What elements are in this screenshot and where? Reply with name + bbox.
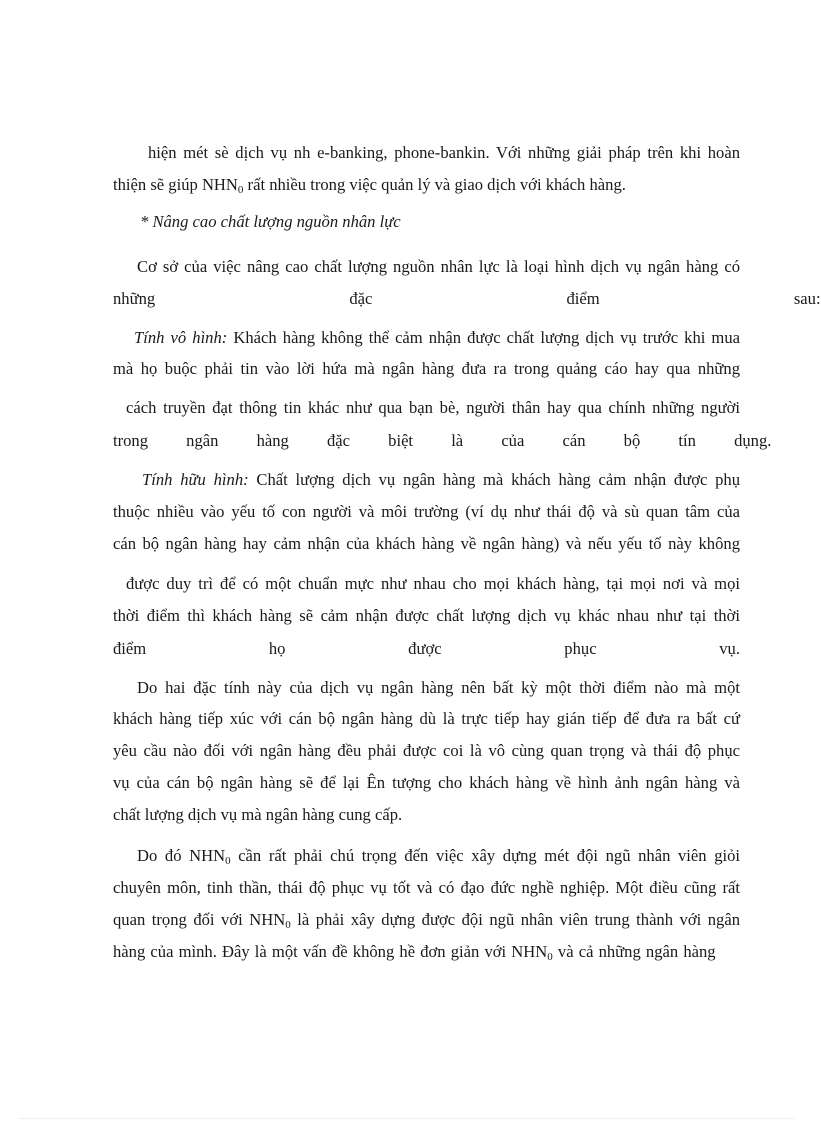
paragraph-2-line-2: những đặc điểm sau: [113, 289, 821, 308]
section-heading: * Nâng cao chất lượng nguồn nhân lực [140, 212, 401, 231]
subscript: 0 [225, 855, 231, 867]
text-run: thiện sẽ giúp NHN [113, 175, 238, 194]
tangibility-line-4: được duy trì để có một chuẩn mực như nhau cho mọi khách hàng, tại mọi nơi và mọi [126, 574, 740, 593]
paragraph-3-line-4: vụ của cán bộ ngân hàng sẽ để lại Ên tượng cho khách hàng về hình ảnh ngân hàng và [113, 773, 740, 792]
page-edge-rule [20, 1118, 796, 1119]
text-run: quan trọng đối với NHN [113, 910, 286, 929]
intangibility-line-1 [134, 328, 740, 348]
text-run: là phải xây dựng được đội ngũ nhân viên trung thành với ngân [290, 910, 741, 929]
tangibility-line-1 [142, 470, 740, 490]
paragraph-4-line-2: chuyên môn, tinh thần, thái độ phục vụ tốt và có đạo đức nghề nghiệp. Một điều cũng rất [113, 878, 740, 897]
paragraph-1-line-1: hiện mét sè dịch vụ nh e-banking, phone-bankin. Với những giải pháp trên khi hoàn [148, 143, 740, 162]
text-run: Do đó NHN [137, 846, 226, 865]
paragraph-2-line-1: Cơ sở của việc nâng cao chất lượng nguồn nhân lực là loại hình dịch vụ ngân hàng có [137, 257, 740, 276]
text-run: rất nhiều trong việc quản lý và giao dịch với khách hàng. [243, 175, 626, 194]
text-run: Chất lượng dịch vụ ngân hàng mà khách hàng cảm nhận được phụ [248, 470, 741, 489]
paragraph-3-line-1: Do hai đặc tính này của dịch vụ ngân hàng nên bất kỳ một thời điểm nào mà một [137, 678, 740, 697]
paragraph-1-line-2 [113, 175, 740, 195]
paragraph-3-line-3: yêu cầu nào đối với ngân hàng đều phải được coi là vô cùng quan trọng và thái độ phục [113, 741, 740, 760]
paragraph-4-line-4 [113, 942, 740, 962]
tangibility-line-6: điểm họ được phục vụ. [113, 639, 740, 658]
term-tangibility: Tính hữu hình: [142, 470, 249, 489]
intangibility-line-3: cách truyền đạt thông tin khác như qua bạn bè, người thân hay qua chính những người [126, 398, 740, 417]
text-run: Khách hàng không thể cảm nhận được chất lượng dịch vụ trước khi mua [227, 328, 741, 347]
text-run: cần rất phải chú trọng đến việc xây dựng mét đội ngũ nhân viên giỏi [230, 846, 741, 865]
text-run: hàng của mình. Đây là một vấn đề không hề đơn giản với NHN [113, 942, 548, 961]
tangibility-line-3: cán bộ ngân hàng hay cảm nhận của khách hàng về ngân hàng) và nếu yếu tố này không [113, 534, 740, 553]
paragraph-3-line-2: khách hàng tiếp xúc với cán bộ ngân hàng dù là trực tiếp hay gián tiếp để đưa ra bất cứ [113, 709, 740, 728]
paragraph-4-line-1 [137, 846, 740, 866]
intangibility-line-4: trong ngân hàng đặc biệt là của cán bộ tín dụng. [113, 431, 772, 450]
tangibility-line-5: thời điểm thì khách hàng sẽ cảm nhận được chất lượng dịch vụ khác nhau như tại thời [113, 606, 740, 625]
intangibility-line-2: mà họ buộc phải tin vào lời hứa mà ngân hàng đưa ra trong quảng cáo hay qua những [113, 359, 740, 378]
subscript: 0 [237, 184, 244, 196]
subscript: 0 [547, 951, 553, 963]
term-intangibility: Tính vô hình: [134, 328, 228, 347]
paragraph-4-line-3 [113, 910, 740, 930]
tangibility-line-2: thuộc nhiều vào yếu tố con người và môi trường (ví dụ như thái độ và sù quan tâm của [113, 502, 740, 521]
paragraph-3-line-5: chất lượng dịch vụ mà ngân hàng cung cấp. [113, 805, 403, 824]
subscript: 0 [285, 919, 291, 931]
text-run: và cả những ngân hàng [552, 942, 716, 961]
